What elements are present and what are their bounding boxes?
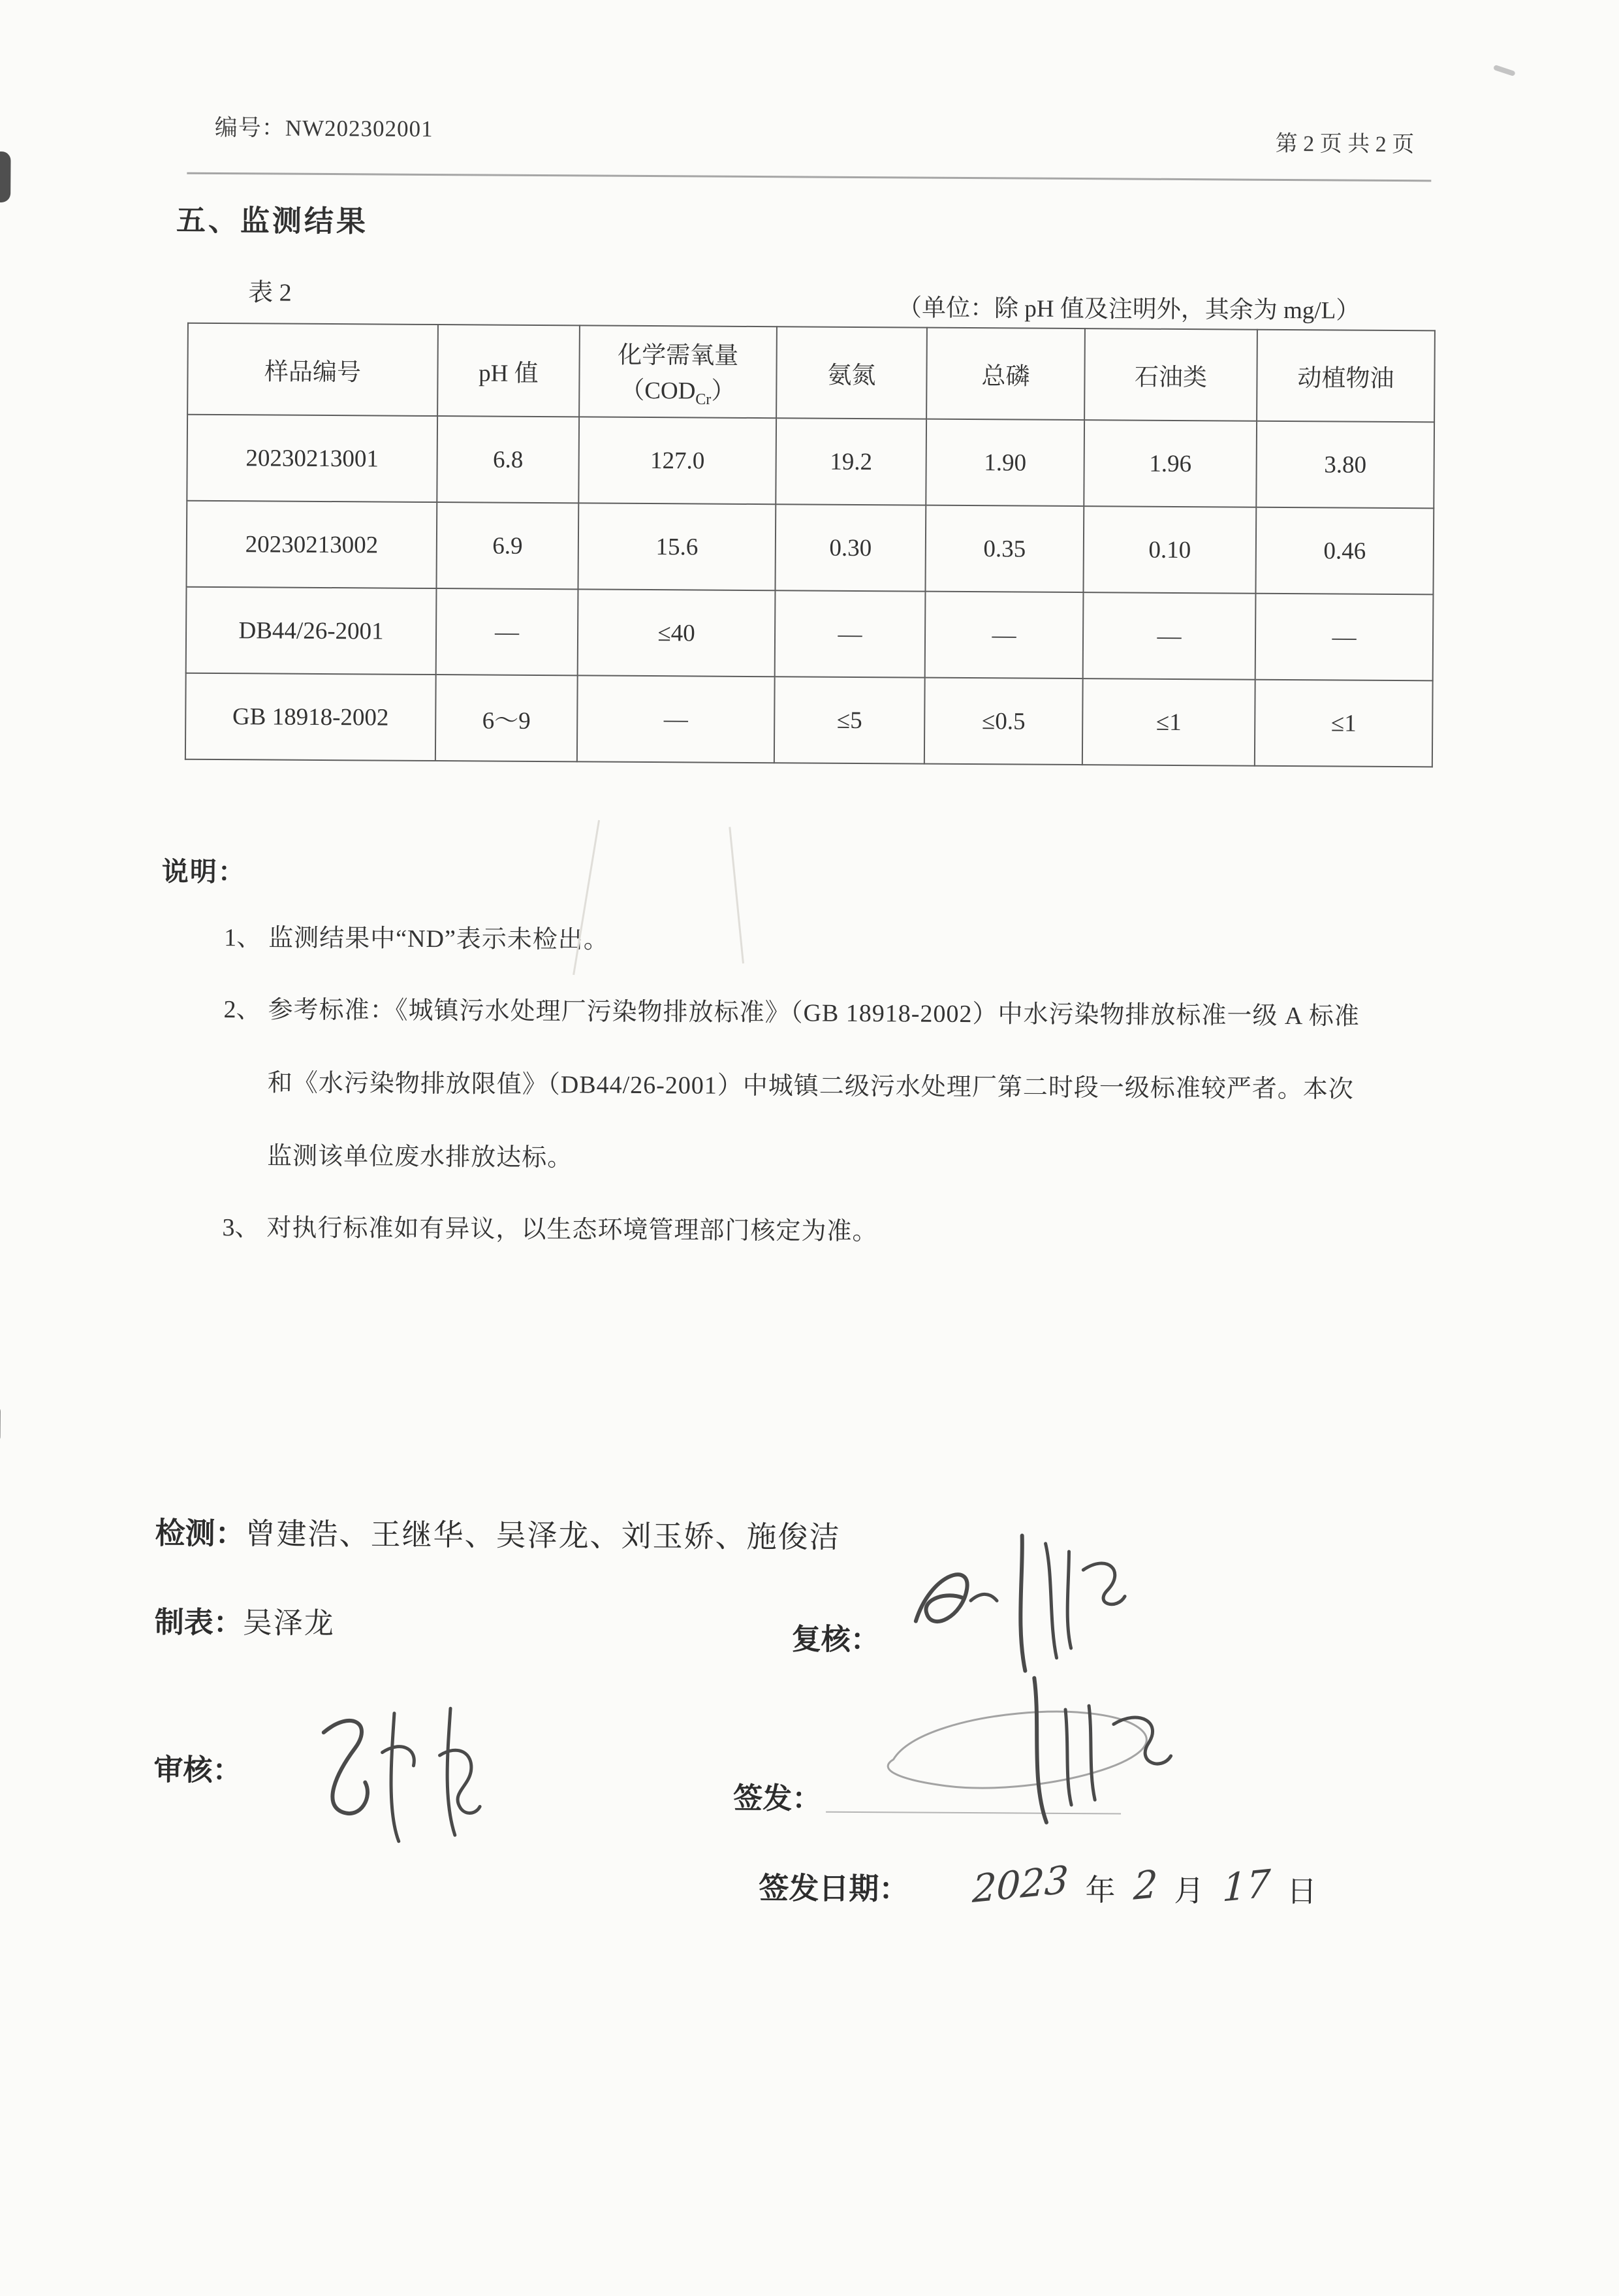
table-cell: 127.0 bbox=[578, 417, 776, 504]
cod-symbol-prefix: （COD bbox=[620, 377, 696, 405]
test-label: 检测： bbox=[155, 1516, 245, 1551]
handwritten-month: 2 bbox=[1132, 1861, 1159, 1909]
table-cell: ≤0.5 bbox=[924, 678, 1083, 765]
cod-symbol-suffix: ） bbox=[711, 377, 736, 405]
table-cell: 6～9 bbox=[435, 675, 578, 761]
table-cell: 15.6 bbox=[578, 503, 776, 590]
col-header-cod bbox=[579, 325, 777, 418]
doc-number-label: 编号： bbox=[214, 114, 285, 141]
note-number: 2、 bbox=[223, 996, 261, 1024]
note-text: 和《水污染物排放限值》（DB44/26-2001）中城镇二级污水处理厂第二时段一级标准较严者。本次 bbox=[267, 1069, 1354, 1104]
col-header-sample-id: 样品编号 bbox=[187, 323, 438, 416]
unit-note: （单位：除 pH 值及注明外，其余为 mg/L） bbox=[897, 295, 1360, 325]
day-suffix: 日 bbox=[1286, 1875, 1319, 1909]
table-cell: — bbox=[436, 588, 578, 675]
review-label: 复核： bbox=[791, 1623, 880, 1657]
table-cell: 20230213001 bbox=[187, 415, 437, 502]
table-cell: — bbox=[775, 590, 926, 677]
table-cell: ≤5 bbox=[774, 677, 925, 763]
table-cell: 0.35 bbox=[925, 505, 1084, 592]
prepared-row bbox=[155, 1598, 335, 1642]
table-row bbox=[186, 501, 1434, 595]
table-cell: 0.46 bbox=[1255, 507, 1434, 595]
col-header-ph: pH 值 bbox=[437, 325, 580, 417]
scan-artifact bbox=[1493, 65, 1516, 76]
col-header-ammonia: 氨氮 bbox=[776, 327, 927, 419]
note-text: 监测该单位废水排放达标。 bbox=[267, 1142, 573, 1172]
table-row bbox=[186, 587, 1434, 681]
table-cell: 0.30 bbox=[775, 504, 926, 591]
year-suffix: 年 bbox=[1085, 1873, 1117, 1907]
table-header-row bbox=[187, 323, 1435, 423]
scan-crease bbox=[729, 827, 744, 963]
notes-label: 说明： bbox=[161, 856, 246, 887]
issue-date-label: 签发日期： bbox=[759, 1872, 909, 1906]
tester-names: 曾建浩、王继华、吴泽龙、刘玉娇、施俊洁 bbox=[245, 1517, 841, 1554]
table-cell: 6.8 bbox=[437, 416, 579, 503]
table-cell: 20230213002 bbox=[186, 501, 437, 588]
col-header-petroleum: 石油类 bbox=[1084, 328, 1257, 421]
handwritten-year: 2023 bbox=[971, 1857, 1070, 1912]
doc-number-value: NW202302001 bbox=[285, 115, 433, 142]
table-caption: 表 2 bbox=[248, 279, 292, 307]
table-cell: GB 18918-2002 bbox=[185, 673, 436, 761]
issue-date-row bbox=[759, 1857, 1319, 1912]
issue-label: 签发： bbox=[733, 1781, 822, 1815]
testers-row bbox=[155, 1509, 840, 1556]
col-header-total-phosphorus: 总磷 bbox=[926, 328, 1085, 420]
audit-label: 审核： bbox=[153, 1753, 242, 1787]
handwritten-day: 17 bbox=[1221, 1860, 1271, 1911]
table-cell: 1.96 bbox=[1084, 420, 1257, 507]
col-header-animal-vegetable-oil: 动植物油 bbox=[1257, 330, 1435, 423]
table-cell: 6.9 bbox=[436, 502, 578, 589]
table-cell: — bbox=[577, 675, 775, 763]
note-text: 监测结果中“ND”表示未检出。 bbox=[268, 924, 609, 954]
note-text: 参考标准：《城镇污水处理厂污染物排放标准》（GB 18918-2002）中水污染物排放标准一级 A 标准 bbox=[268, 996, 1360, 1030]
doc-number bbox=[215, 110, 433, 144]
table-cell: 19.2 bbox=[776, 418, 926, 505]
table-cell: ≤1 bbox=[1255, 680, 1433, 767]
table-row bbox=[187, 415, 1434, 509]
cod-title: 化学需氧量 bbox=[618, 342, 739, 370]
note-text: 对执行标准如有异议，以生态环境管理部门核定为准。 bbox=[266, 1214, 878, 1246]
table-cell: ≤1 bbox=[1082, 678, 1255, 766]
table-row bbox=[185, 673, 1433, 767]
scan-artifact bbox=[0, 151, 11, 202]
table-cell: — bbox=[1255, 594, 1434, 681]
prepared-by: 吴泽龙 bbox=[242, 1606, 335, 1640]
section-title: 五、监测结果 bbox=[176, 204, 369, 238]
audit-signature bbox=[296, 1689, 519, 1860]
cod-symbol-sub: Cr bbox=[695, 391, 712, 408]
table-cell: 1.90 bbox=[926, 419, 1084, 506]
table-cell: DB44/26-2001 bbox=[186, 587, 437, 675]
issue-signature bbox=[831, 1668, 1211, 1860]
table-cell: — bbox=[1083, 592, 1256, 680]
table-cell: 0.10 bbox=[1083, 506, 1256, 594]
page-indicator: 第 2 页 共 2 页 bbox=[1275, 131, 1415, 157]
scan-artifact bbox=[0, 1404, 1, 1444]
prepared-label: 制表： bbox=[154, 1606, 243, 1640]
month-suffix: 月 bbox=[1174, 1873, 1206, 1908]
header-divider bbox=[187, 172, 1431, 182]
table-cell: 3.80 bbox=[1256, 421, 1434, 509]
table-cell: — bbox=[925, 592, 1084, 678]
note-number: 3、 bbox=[222, 1214, 260, 1242]
table-cell: ≤40 bbox=[578, 589, 776, 677]
review-signature bbox=[897, 1523, 1133, 1687]
results-table bbox=[185, 323, 1436, 768]
note-number: 1、 bbox=[224, 924, 262, 952]
